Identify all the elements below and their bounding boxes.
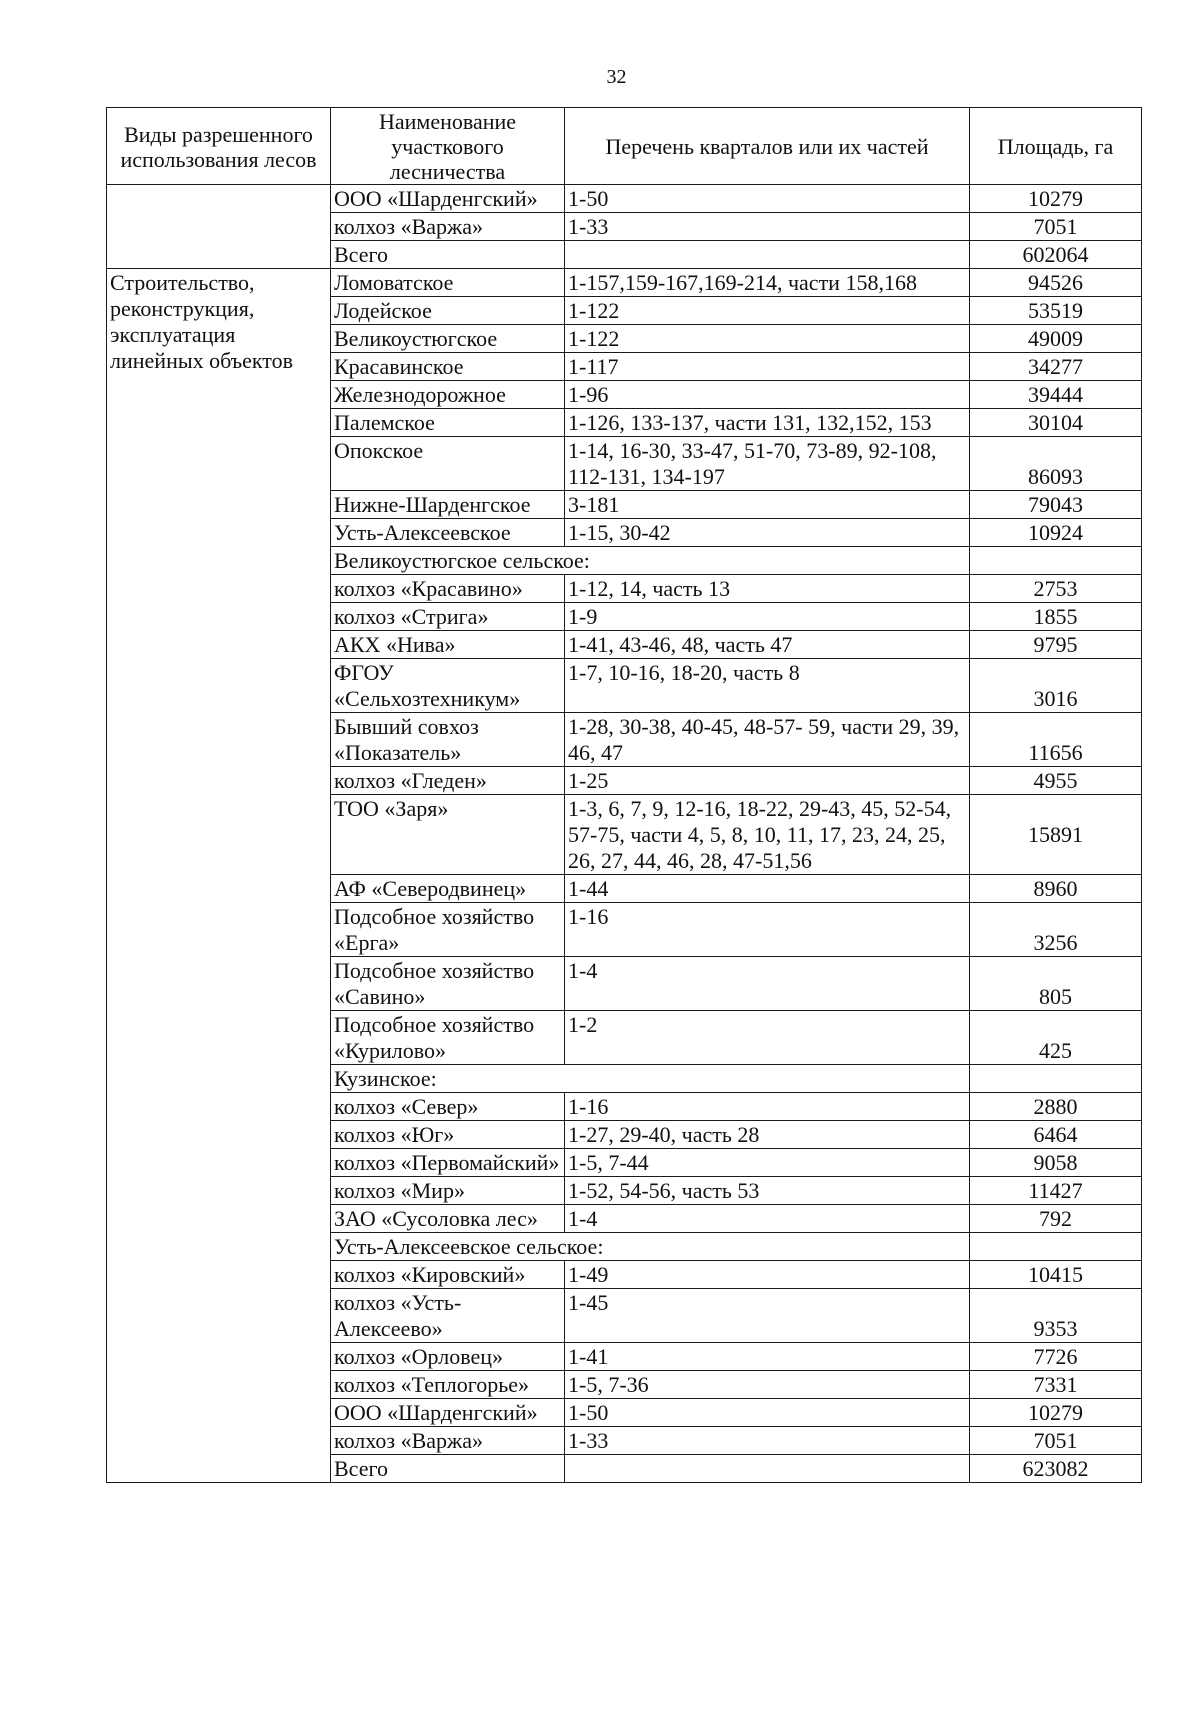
area-cell: 86093 — [970, 437, 1142, 491]
forestry-name-cell: Усть-Алексеевское — [331, 519, 565, 547]
forestry-name-cell: ЗАО «Сусоловка лес» — [331, 1205, 565, 1233]
forestry-name-cell: Железнодорожное — [331, 381, 565, 409]
quarters-cell: 1-157,159-167,169-214, части 158,168 — [565, 269, 970, 297]
area-cell: 1855 — [970, 603, 1142, 631]
forestry-name-cell: колхоз «Мир» — [331, 1177, 565, 1205]
forestry-name-cell: колхоз «Красавино» — [331, 575, 565, 603]
area-cell: 7331 — [970, 1371, 1142, 1399]
subheader-cell: Усть-Алексеевское сельское: — [331, 1233, 970, 1261]
forest-use-table — [106, 107, 1142, 1483]
forestry-name-cell: колхоз «Первомайский» — [331, 1149, 565, 1177]
forestry-name-cell: Нижне-Шарденгское — [331, 491, 565, 519]
forestry-name-cell: Ломоватское — [331, 269, 565, 297]
quarters-cell: 1-3, 6, 7, 9, 12-16, 18-22, 29-43, 45, 52-54, 57-75, части 4, 5, 8, 10, 11, 17, 23, 24, 25, 26, 27, 44, 46, 28, 47-51,56 — [565, 795, 970, 875]
forestry-name-cell: ТОО «Заря» — [331, 795, 565, 875]
area-cell: 8960 — [970, 875, 1142, 903]
quarters-cell: 1-122 — [565, 297, 970, 325]
forestry-name-cell: колхоз «Юг» — [331, 1121, 565, 1149]
forestry-name-cell: Всего — [331, 1455, 565, 1483]
area-cell: 3016 — [970, 659, 1142, 713]
forestry-name-cell: Лодейское — [331, 297, 565, 325]
quarters-cell: 1-5, 7-44 — [565, 1149, 970, 1177]
forestry-name-cell: Бывший совхоз «Показатель» — [331, 713, 565, 767]
area-cell: 9058 — [970, 1149, 1142, 1177]
page-number: 32 — [606, 66, 627, 88]
quarters-cell: 1-50 — [565, 185, 970, 213]
forestry-name-cell: Подсобное хозяйство «Ерга» — [331, 903, 565, 957]
quarters-cell: 1-5, 7-36 — [565, 1371, 970, 1399]
area-cell: 4955 — [970, 767, 1142, 795]
quarters-cell: 1-41 — [565, 1343, 970, 1371]
forestry-name-cell: ООО «Шарденгский» — [331, 185, 565, 213]
quarters-cell: 1-49 — [565, 1261, 970, 1289]
area-cell: 9795 — [970, 631, 1142, 659]
forestry-name-cell: колхоз «Орловец» — [331, 1343, 565, 1371]
quarters-cell: 1-16 — [565, 1093, 970, 1121]
quarters-cell: 1-96 — [565, 381, 970, 409]
quarters-cell: 1-7, 10-16, 18-20, часть 8 — [565, 659, 970, 713]
quarters-cell: 1-25 — [565, 767, 970, 795]
quarters-cell: 1-52, 54-56, часть 53 — [565, 1177, 970, 1205]
forestry-name-cell: Опокское — [331, 437, 565, 491]
area-cell: 623082 — [970, 1455, 1142, 1483]
forestry-name-cell: колхоз «Варжа» — [331, 213, 565, 241]
quarters-cell: 1-16 — [565, 903, 970, 957]
area-cell-empty — [970, 547, 1142, 575]
forestry-name-cell: Великоустюгское — [331, 325, 565, 353]
area-cell: 30104 — [970, 409, 1142, 437]
area-cell: 11427 — [970, 1177, 1142, 1205]
forestry-name-cell: Палемское — [331, 409, 565, 437]
forestry-name-cell: АКХ «Нива» — [331, 631, 565, 659]
quarters-cell: 1-33 — [565, 213, 970, 241]
forestry-name-cell: колхоз «Теплогорье» — [331, 1371, 565, 1399]
quarters-cell: 1-4 — [565, 957, 970, 1011]
header-use-type: Виды разрешенного использования лесов — [107, 108, 331, 185]
forestry-name-cell: колхоз «Кировский» — [331, 1261, 565, 1289]
area-cell: 53519 — [970, 297, 1142, 325]
area-cell: 805 — [970, 957, 1142, 1011]
area-cell: 94526 — [970, 269, 1142, 297]
quarters-cell: 1-122 — [565, 325, 970, 353]
header-area: Площадь, га — [970, 108, 1142, 185]
area-cell: 602064 — [970, 241, 1142, 269]
area-cell: 6464 — [970, 1121, 1142, 1149]
quarters-cell: 1-44 — [565, 875, 970, 903]
table-row — [107, 185, 1142, 213]
quarters-cell: 1-126, 133-137, части 131, 132,152, 153 — [565, 409, 970, 437]
quarters-cell: 1-14, 16-30, 33-47, 51-70, 73-89, 92-108, 112-131, 134-197 — [565, 437, 970, 491]
area-cell: 15891 — [970, 795, 1142, 875]
quarters-cell: 1-45 — [565, 1289, 970, 1343]
area-cell: 11656 — [970, 713, 1142, 767]
forestry-name-cell: колхоз «Гледен» — [331, 767, 565, 795]
quarters-cell — [565, 1455, 970, 1483]
forestry-name-cell: колхоз «Север» — [331, 1093, 565, 1121]
forestry-name-cell: колхоз «Варжа» — [331, 1427, 565, 1455]
area-cell: 49009 — [970, 325, 1142, 353]
area-cell: 79043 — [970, 491, 1142, 519]
quarters-cell: 1-15, 30-42 — [565, 519, 970, 547]
quarters-cell: 1-9 — [565, 603, 970, 631]
area-cell: 7726 — [970, 1343, 1142, 1371]
quarters-cell: 1-33 — [565, 1427, 970, 1455]
area-cell: 10415 — [970, 1261, 1142, 1289]
area-cell: 7051 — [970, 1427, 1142, 1455]
header-row — [107, 108, 1142, 185]
table-header — [107, 108, 1142, 185]
area-cell: 10279 — [970, 185, 1142, 213]
forestry-name-cell: ООО «Шарденгский» — [331, 1399, 565, 1427]
subheader-cell: Великоустюгское сельское: — [331, 547, 970, 575]
area-cell: 7051 — [970, 213, 1142, 241]
forestry-name-cell: АФ «Северодвинец» — [331, 875, 565, 903]
quarters-cell: 3-181 — [565, 491, 970, 519]
forestry-name-cell: Всего — [331, 241, 565, 269]
use-type-cell: Строительство, реконструкция, эксплуатация линейных объектов — [107, 269, 331, 1483]
forestry-name-cell: колхоз «Усть-Алексеево» — [331, 1289, 565, 1343]
area-cell: 10279 — [970, 1399, 1142, 1427]
quarters-cell: 1-41, 43-46, 48, часть 47 — [565, 631, 970, 659]
area-cell: 9353 — [970, 1289, 1142, 1343]
area-cell: 10924 — [970, 519, 1142, 547]
area-cell: 425 — [970, 1011, 1142, 1065]
quarters-cell: 1-117 — [565, 353, 970, 381]
table-body — [107, 185, 1142, 1483]
area-cell: 792 — [970, 1205, 1142, 1233]
forestry-name-cell: Красавинское — [331, 353, 565, 381]
area-cell: 39444 — [970, 381, 1142, 409]
quarters-cell: 1-28, 30-38, 40-45, 48-57- 59, части 29, 39, 46, 47 — [565, 713, 970, 767]
area-cell: 34277 — [970, 353, 1142, 381]
quarters-cell: 1-27, 29-40, часть 28 — [565, 1121, 970, 1149]
forestry-name-cell: Подсобное хозяйство «Курилово» — [331, 1011, 565, 1065]
area-cell: 2880 — [970, 1093, 1142, 1121]
header-forestry-name: Наименование участкового лесничества — [331, 108, 565, 185]
table-row — [107, 269, 1142, 297]
area-cell-empty — [970, 1233, 1142, 1261]
area-cell: 2753 — [970, 575, 1142, 603]
forestry-name-cell: Подсобное хозяйство «Савино» — [331, 957, 565, 1011]
area-cell: 3256 — [970, 903, 1142, 957]
header-quarters: Перечень кварталов или их частей — [565, 108, 970, 185]
area-cell-empty — [970, 1065, 1142, 1093]
quarters-cell: 1-12, 14, часть 13 — [565, 575, 970, 603]
quarters-cell: 1-50 — [565, 1399, 970, 1427]
quarters-cell: 1-2 — [565, 1011, 970, 1065]
use-type-cell-continued — [107, 185, 331, 269]
quarters-cell — [565, 241, 970, 269]
forestry-name-cell: ФГОУ «Сельхозтехникум» — [331, 659, 565, 713]
quarters-cell: 1-4 — [565, 1205, 970, 1233]
forestry-name-cell: колхоз «Стрига» — [331, 603, 565, 631]
subheader-cell: Кузинское: — [331, 1065, 970, 1093]
